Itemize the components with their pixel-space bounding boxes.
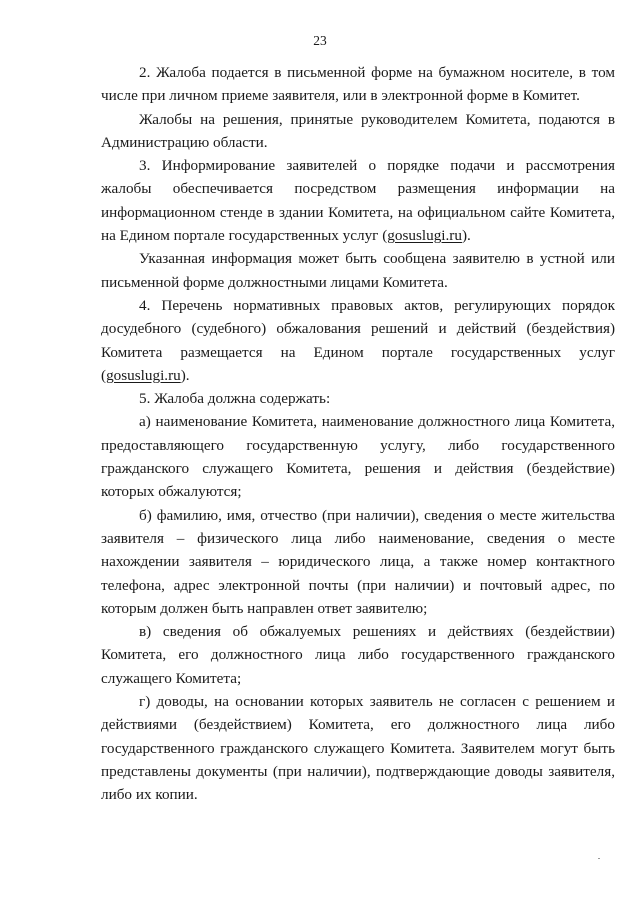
paragraph-3-informing bbox=[101, 154, 615, 247]
page-number: 23 bbox=[313, 33, 327, 48]
paragraph-text: 5. Жалоба должна содержать: bbox=[139, 390, 331, 408]
paragraph-5d bbox=[101, 690, 615, 806]
paragraph-text: а) наименование Комитета, наименование должностного лица Комитета, предоставляющего государственную услугу, либо государственного гражданского служащего Комитета, решения и действия (бездействие) которых обжалуются; bbox=[101, 413, 615, 501]
paragraph-5-contents bbox=[101, 387, 615, 410]
document-body bbox=[101, 61, 615, 807]
paragraph-text: б) фамилию, имя, отчество (при наличии), сведения о месте жительства заявителя – физического лица либо наименование, сведения о месте нахождении заявителя – юридического лица, а также номер контактного телефона, адрес электронной почты (при наличии) и почтовый адрес, по которым должен быть направлен ответ заявителю; bbox=[101, 506, 615, 617]
paragraph-3-oral-written bbox=[101, 247, 615, 294]
paragraph-2-complaint-form bbox=[101, 61, 615, 108]
scan-speck bbox=[598, 858, 600, 859]
paragraph-text: г) доводы, на основании которых заявитель не согласен с решением и действиями (бездействием) Комитета, его должностного лица либо государственного гражданского служащего Комитета. Заявителем могут быть представлены документы (при наличии), подтверждающие доводы заявителя, либо их копии. bbox=[101, 693, 615, 804]
paragraph-text: в) сведения об обжалуемых решениях и действиях (бездействии) Комитета, его должностного лица либо государственного гражданского служащего Комитета; bbox=[101, 623, 615, 687]
paragraph-4-regulations bbox=[101, 294, 615, 387]
paragraph-5c bbox=[101, 620, 615, 690]
paragraph-text: ). bbox=[180, 366, 190, 384]
paragraph-5a bbox=[101, 410, 615, 503]
paragraph-text: Жалобы на решения, принятые руководителем Комитета, подаются в Администрацию области. bbox=[101, 110, 615, 151]
paragraph-text: Указанная информация может быть сообщена заявителю в устной или письменной форме должностными лицами Комитета. bbox=[101, 250, 615, 291]
paragraph-5b bbox=[101, 504, 615, 620]
paragraph-text: 3. Информирование заявителей о порядке подачи и рассмотрения жалобы обеспечивается посредством размещения информации на информационном стенде в здании Комитета, на официальном сайте Комитета, на Едином портале государственных услуг ( bbox=[101, 157, 615, 245]
paragraph-text: 4. Перечень нормативных правовых актов, регулирующих порядок досудебного (судебного) обжалования решений и действий (бездействия) Комитета размещается на Едином портале государственных услуг ( bbox=[101, 296, 615, 384]
paragraph-text: 2. Жалоба подается в письменной форме на бумажном носителе, в том числе при личном приеме заявителя, или в электронной форме в Комитет. bbox=[101, 64, 615, 105]
gosuslugi-link[interactable]: gosuslugi.ru bbox=[106, 366, 181, 384]
paragraph-text: ). bbox=[461, 227, 471, 245]
gosuslugi-link[interactable]: gosuslugi.ru bbox=[387, 227, 462, 245]
paragraph-2-head-decisions bbox=[101, 108, 615, 155]
